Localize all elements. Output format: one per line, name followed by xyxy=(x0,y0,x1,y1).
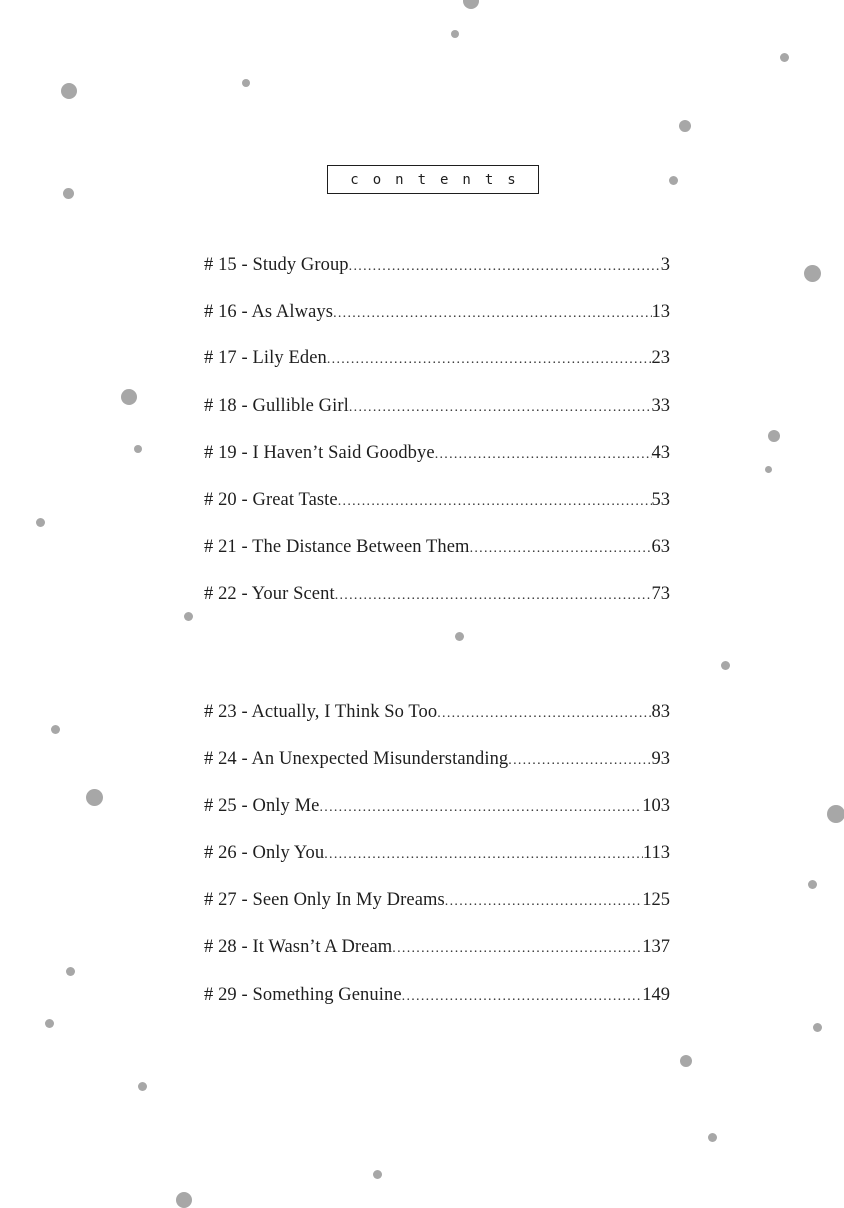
toc-entry-title: # 17 - Lily Eden xyxy=(204,348,327,368)
toc-entry-page: 103 xyxy=(642,796,670,816)
toc-entry-page: 83 xyxy=(651,702,670,722)
dot-leader xyxy=(402,982,643,1012)
decorative-dot xyxy=(176,1192,192,1208)
toc-entry-page: 23 xyxy=(651,348,670,368)
decorative-dot xyxy=(373,1170,382,1179)
toc-entry xyxy=(204,838,670,868)
dot-leader xyxy=(338,487,652,517)
dot-leader xyxy=(349,393,652,423)
dot-leader xyxy=(327,345,652,375)
dot-leader xyxy=(335,581,652,611)
contents-heading xyxy=(327,165,539,194)
toc-entry xyxy=(204,485,670,515)
decorative-dot xyxy=(813,1023,822,1032)
toc-entry-title: # 21 - The Distance Between Them xyxy=(204,537,470,557)
toc-entry-title: # 22 - Your Scent xyxy=(204,584,335,604)
toc-entry-page: 33 xyxy=(651,396,670,416)
decorative-dot xyxy=(679,120,691,132)
toc-entry xyxy=(204,391,670,421)
decorative-dot xyxy=(451,30,459,38)
contents-heading-text: contents xyxy=(350,171,530,188)
decorative-dot xyxy=(827,805,844,823)
decorative-dot xyxy=(66,967,75,976)
toc-entry-title: # 19 - I Haven’t Said Goodbye xyxy=(204,443,435,463)
dot-leader xyxy=(392,934,642,964)
toc-entry-page: 13 xyxy=(651,302,670,322)
decorative-dot xyxy=(61,83,77,99)
toc-entry xyxy=(204,250,670,280)
toc-entry xyxy=(204,579,670,609)
toc-entry-title: # 18 - Gullible Girl xyxy=(204,396,349,416)
toc-entry-page: 63 xyxy=(651,537,670,557)
toc-entry xyxy=(204,343,670,373)
toc-entry-title: # 15 - Study Group xyxy=(204,255,349,275)
dot-leader xyxy=(319,793,642,823)
toc-entry-title: # 16 - As Always xyxy=(204,302,334,322)
toc-entry-page: 137 xyxy=(642,937,670,957)
toc-entry-title: # 28 - It Wasn’t A Dream xyxy=(204,937,393,957)
toc-entry-title: # 27 - Seen Only In My Dreams xyxy=(204,890,445,910)
decorative-dot xyxy=(121,389,137,405)
decorative-dot xyxy=(768,430,780,442)
toc-entry-title: # 29 - Something Genuine xyxy=(204,985,402,1005)
toc-entry-page: 93 xyxy=(651,749,670,769)
toc-entry-page: 125 xyxy=(642,890,670,910)
decorative-dot xyxy=(455,632,464,641)
decorative-dot xyxy=(51,725,60,734)
toc-entry-page: 3 xyxy=(660,255,670,275)
decorative-dot xyxy=(808,880,817,889)
decorative-dot xyxy=(138,1082,147,1091)
toc-entry xyxy=(204,744,670,774)
decorative-dot xyxy=(780,53,789,62)
toc-entry xyxy=(204,297,670,327)
decorative-dot xyxy=(708,1133,717,1142)
decorative-dot xyxy=(86,789,103,806)
dot-leader xyxy=(508,746,651,776)
dot-leader xyxy=(470,534,652,564)
toc-entry-page: 53 xyxy=(651,490,670,510)
toc-entry xyxy=(204,438,670,468)
dot-leader xyxy=(349,252,661,282)
decorative-dot xyxy=(63,188,74,199)
decorative-dot xyxy=(184,612,193,621)
decorative-dot xyxy=(463,0,479,9)
decorative-dot xyxy=(242,79,250,87)
decorative-dot xyxy=(804,265,821,282)
toc-entry-title: # 25 - Only Me xyxy=(204,796,320,816)
decorative-dot xyxy=(45,1019,54,1028)
dot-leader xyxy=(437,699,651,729)
dot-leader xyxy=(324,840,643,870)
toc-entry xyxy=(204,885,670,915)
decorative-dot xyxy=(680,1055,692,1067)
toc-entry-title: # 20 - Great Taste xyxy=(204,490,338,510)
dot-leader xyxy=(435,440,652,470)
toc-entry-title: # 24 - An Unexpected Misunderstanding xyxy=(204,749,509,769)
toc-entry-page: 113 xyxy=(642,843,670,863)
dot-leader xyxy=(445,887,642,917)
toc-entry xyxy=(204,932,670,962)
toc-entry-page: 149 xyxy=(642,985,670,1005)
toc-entry-page: 43 xyxy=(651,443,670,463)
decorative-dot xyxy=(669,176,678,185)
decorative-dot xyxy=(721,661,730,670)
toc-entry-title: # 23 - Actually, I Think So Too xyxy=(204,702,438,722)
toc-entry xyxy=(204,697,670,727)
decorative-dot xyxy=(134,445,142,453)
toc-entry-title: # 26 - Only You xyxy=(204,843,325,863)
toc-entry xyxy=(204,980,670,1010)
toc-entry-page: 73 xyxy=(651,584,670,604)
dot-leader xyxy=(333,299,651,329)
toc-entry xyxy=(204,532,670,562)
decorative-dot xyxy=(765,466,772,473)
toc-entry xyxy=(204,791,670,821)
decorative-dot xyxy=(36,518,45,527)
